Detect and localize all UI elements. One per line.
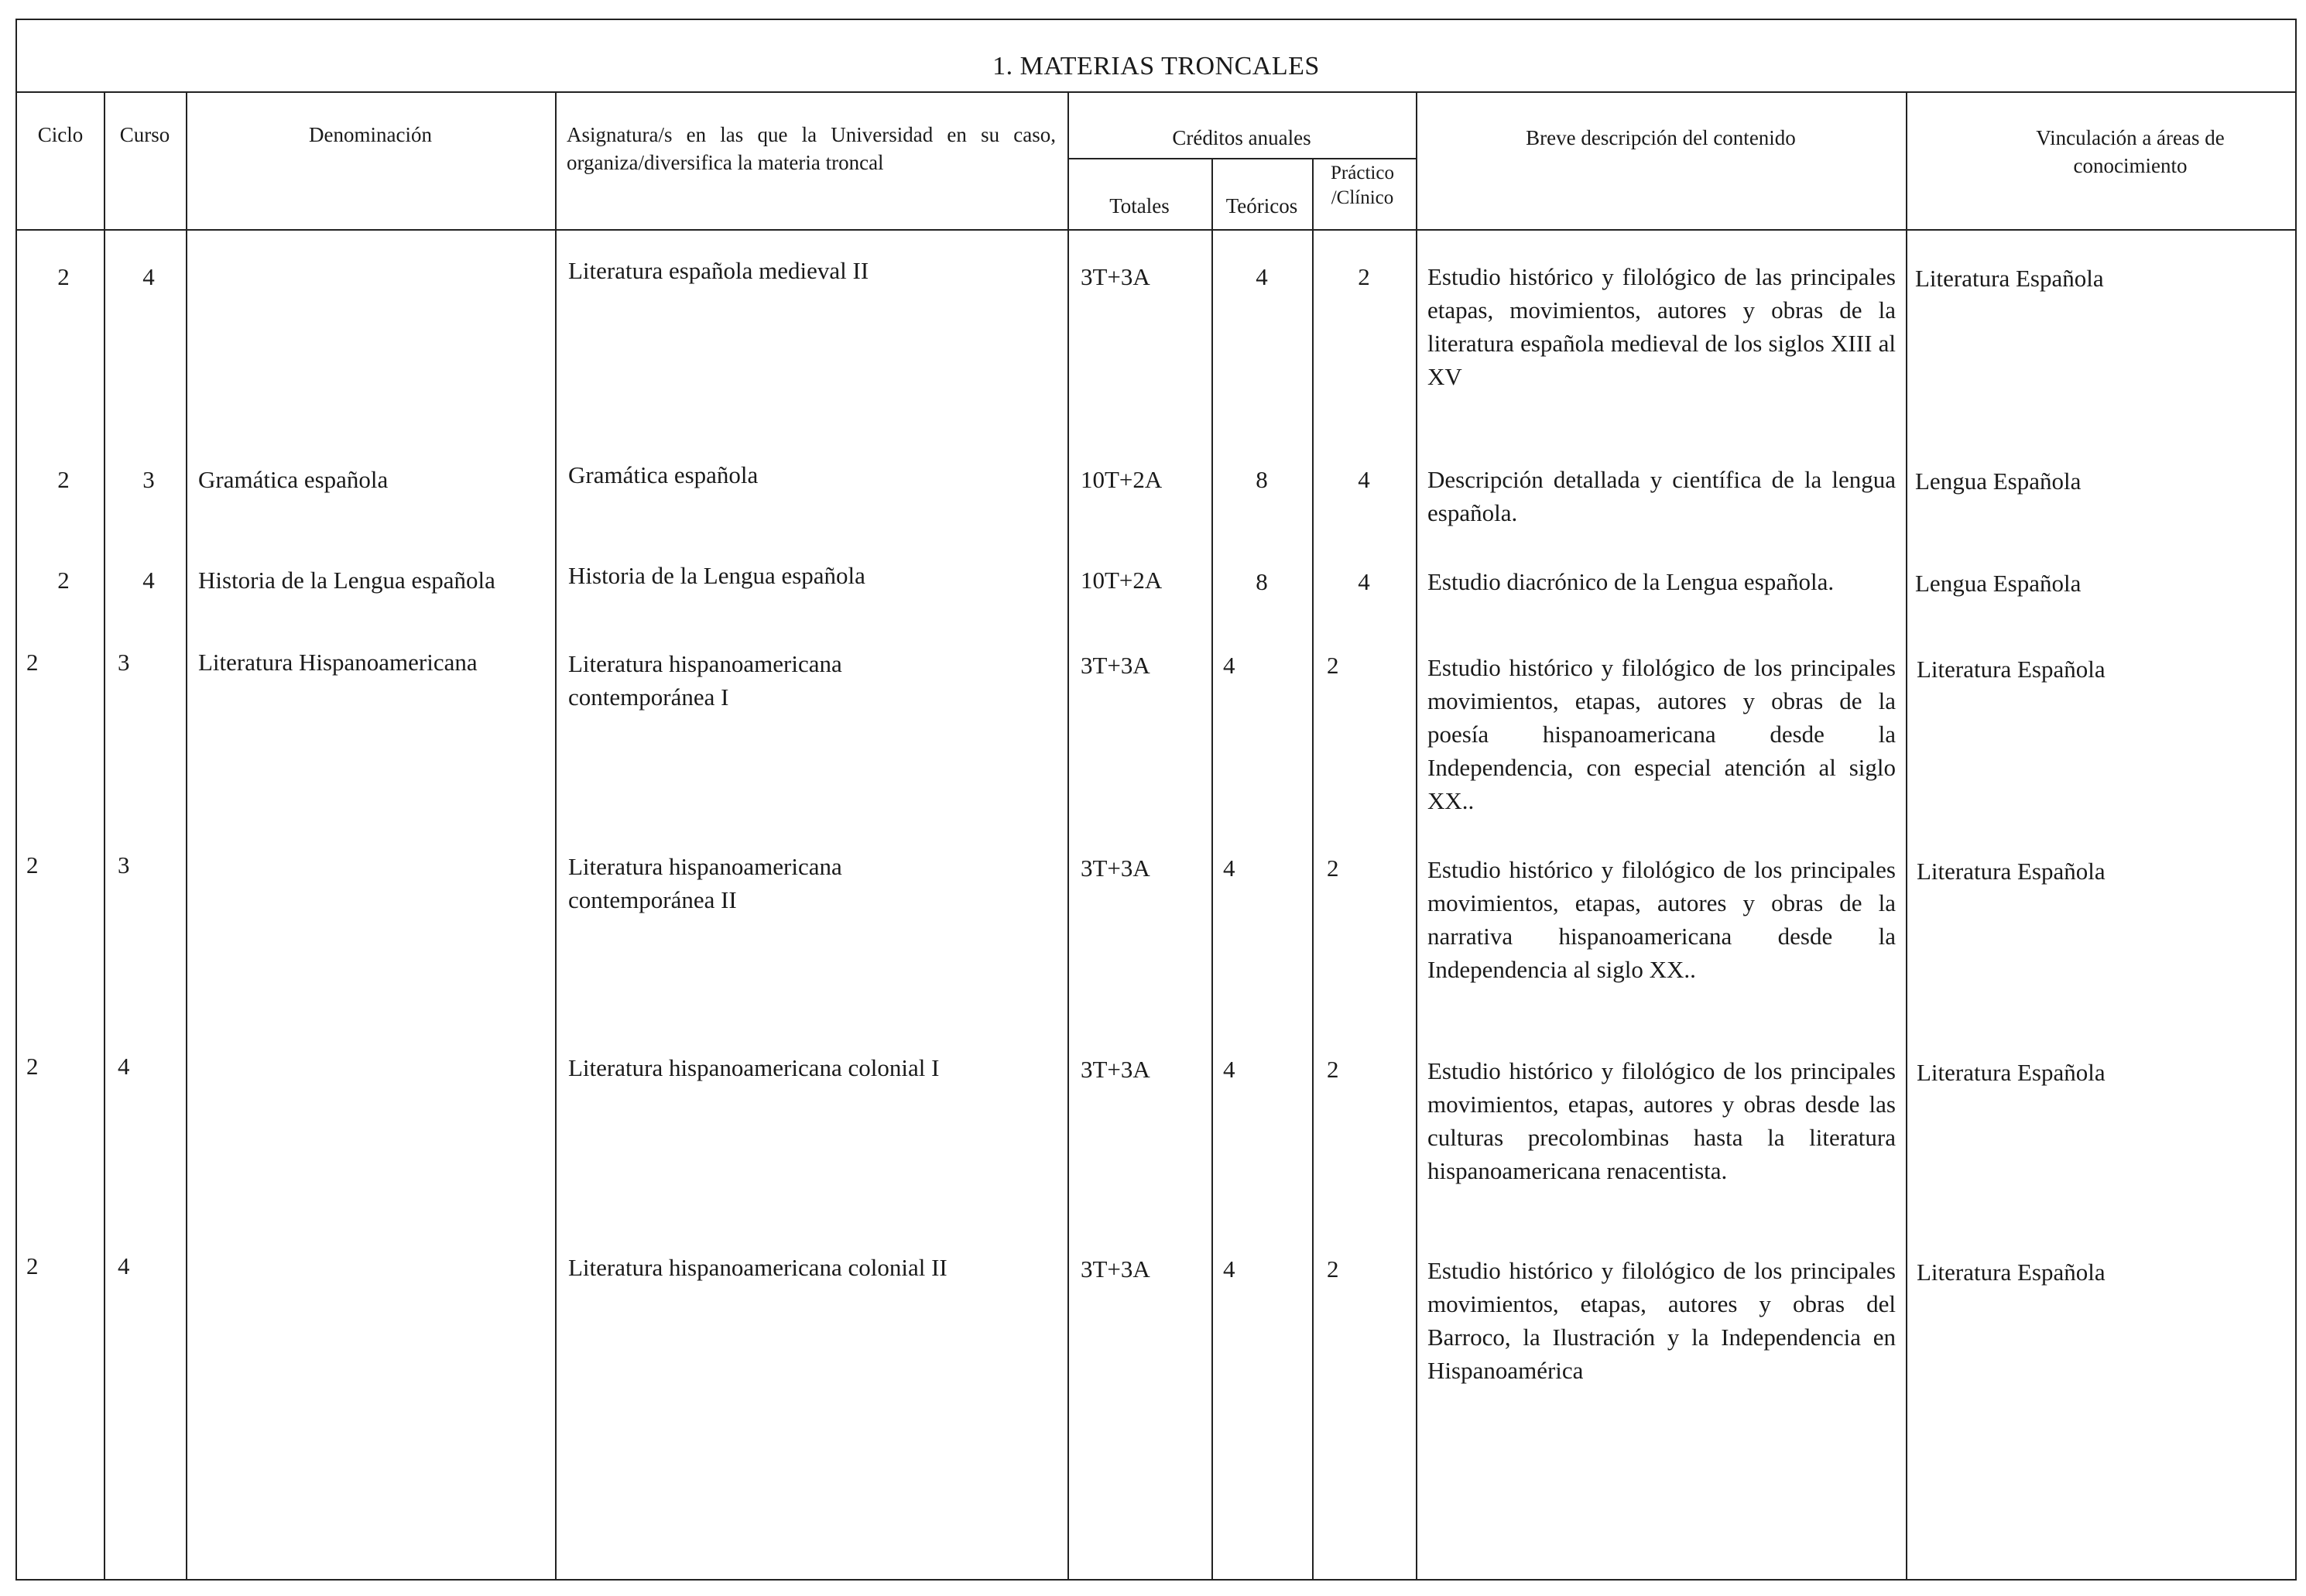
row4-totales: 3T+3A <box>1081 652 1150 679</box>
col-divider-creditos <box>1416 91 1417 1579</box>
header-denominacion: Denominación <box>309 123 432 146</box>
row3-totales: 10T+2A <box>1081 567 1163 594</box>
header-asignaturas: Asignatura/s en las que la Universidad en su caso, organiza/diversifica la materia troncal <box>567 123 1056 174</box>
row2-teoricos: 8 <box>1256 466 1268 493</box>
header-practico-clinico: Práctico /Clínico <box>1331 163 1394 208</box>
col-divider-asignaturas <box>1067 91 1069 1579</box>
row5-area: Literatura Española <box>1917 858 2106 885</box>
col-divider-teoricos <box>1312 158 1314 1579</box>
title-divider <box>17 91 2295 93</box>
row6-ciclo: 2 <box>26 1053 39 1080</box>
row1-ciclo: 2 <box>57 263 70 290</box>
header-totales: Totales <box>1109 194 1170 217</box>
row2-practico: 4 <box>1358 466 1370 493</box>
row5-curso: 3 <box>118 851 130 878</box>
header-ciclo: Ciclo <box>37 123 84 146</box>
row7-totales: 3T+3A <box>1081 1255 1150 1283</box>
row2-ciclo: 2 <box>57 466 70 493</box>
row1-teoricos: 4 <box>1256 263 1268 290</box>
row4-teoricos: 4 <box>1223 652 1235 679</box>
row2-totales: 10T+2A <box>1081 466 1163 493</box>
row7-curso: 4 <box>118 1252 130 1279</box>
row4-curso: 3 <box>118 649 130 676</box>
materias-troncales-table <box>15 19 2297 1581</box>
col-divider-ciclo <box>104 91 105 1579</box>
row4-practico: 2 <box>1327 652 1339 679</box>
row4-ciclo: 2 <box>26 649 39 676</box>
row2-area: Lengua Española <box>1915 467 2082 495</box>
row3-asignatura: Historia de la Lengua española <box>568 562 865 589</box>
row7-ciclo: 2 <box>26 1252 39 1279</box>
row2-descripcion: Descripción detallada y científica de la lengua española. <box>1427 466 1896 526</box>
row4-area: Literatura Española <box>1917 656 2106 683</box>
row3-ciclo: 2 <box>57 567 70 594</box>
row2-asignatura: Gramática española <box>568 461 759 488</box>
row1-practico: 2 <box>1358 263 1370 290</box>
row3-teoricos: 8 <box>1256 568 1268 595</box>
col-divider-totales <box>1211 158 1213 1579</box>
row6-descripcion: Estudio histórico y filológico de los principales movimientos, etapas, autores y obras desde las culturas precolombinas hasta la literatura hispanoamericana renacentista. <box>1427 1057 1896 1184</box>
row3-practico: 4 <box>1358 568 1370 595</box>
row7-area: Literatura Española <box>1917 1259 2106 1286</box>
row4-asignatura: Literatura hispanoamericana contemporánea I <box>568 650 842 711</box>
row6-asignatura: Literatura hispanoamericana colonial I <box>568 1054 940 1081</box>
row1-curso: 4 <box>142 263 155 290</box>
row7-teoricos: 4 <box>1223 1255 1235 1283</box>
row7-descripcion: Estudio histórico y filológico de los principales movimientos, etapas, autores y obras del Barroco, la Ilustración y la Independencia en Hispanoamérica <box>1427 1257 1896 1384</box>
col-divider-denominacion <box>555 91 557 1579</box>
header-creditos-anuales: Créditos anuales <box>1172 126 1311 149</box>
row4-denominacion: Literatura Hispanoamericana <box>198 649 478 676</box>
row3-curso: 4 <box>142 567 155 594</box>
row5-ciclo: 2 <box>26 851 39 878</box>
row6-practico: 2 <box>1327 1056 1339 1083</box>
row1-totales: 3T+3A <box>1081 263 1150 290</box>
row6-totales: 3T+3A <box>1081 1056 1150 1083</box>
header-descripcion: Breve descripción del contenido <box>1526 126 1796 149</box>
row6-curso: 4 <box>118 1053 130 1080</box>
row5-descripcion: Estudio histórico y filológico de los principales movimientos, etapas, autores y obras de la narrativa hispanoamericana desde la Independencia al siglo XX.. <box>1427 856 1896 983</box>
row2-denominacion: Gramática española <box>198 466 389 493</box>
row1-descripcion: Estudio histórico y filológico de las principales etapas, movimientos, autores y obras de la literatura española medieval de los siglos XIII al XV <box>1427 263 1896 390</box>
page-title: 1. MATERIAS TRONCALES <box>992 52 1320 80</box>
row6-area: Literatura Española <box>1917 1059 2106 1086</box>
header-vinculacion: Vinculación a áreas de conocimiento <box>2036 126 2225 177</box>
row7-asignatura: Literatura hispanoamericana colonial II <box>568 1254 947 1281</box>
row5-asignatura: Literatura hispanoamericana contemporánea II <box>568 853 842 913</box>
row2-curso: 3 <box>142 466 155 493</box>
col-divider-curso <box>186 91 187 1579</box>
header-divider <box>17 229 2295 231</box>
row4-descripcion: Estudio histórico y filológico de los principales movimientos, etapas, autores y obras de la poesía hispanoamericana desde la Independencia, con especial atención al siglo XX.. <box>1427 654 1896 814</box>
header-curso: Curso <box>119 123 170 146</box>
row5-teoricos: 4 <box>1223 855 1235 882</box>
creditos-subheader-divider <box>1067 158 1416 159</box>
row5-totales: 3T+3A <box>1081 855 1150 882</box>
col-divider-descripcion <box>1906 91 1907 1579</box>
row1-asignatura: Literatura española medieval II <box>568 257 869 284</box>
row3-denominacion: Historia de la Lengua española <box>198 567 495 594</box>
row3-area: Lengua Española <box>1915 570 2082 597</box>
header-teoricos: Teóricos <box>1225 194 1298 217</box>
row3-descripcion: Estudio diacrónico de la Lengua española. <box>1427 568 1835 595</box>
row6-teoricos: 4 <box>1223 1056 1235 1083</box>
row1-area: Literatura Española <box>1915 265 2104 292</box>
row7-practico: 2 <box>1327 1255 1339 1283</box>
row5-practico: 2 <box>1327 855 1339 882</box>
